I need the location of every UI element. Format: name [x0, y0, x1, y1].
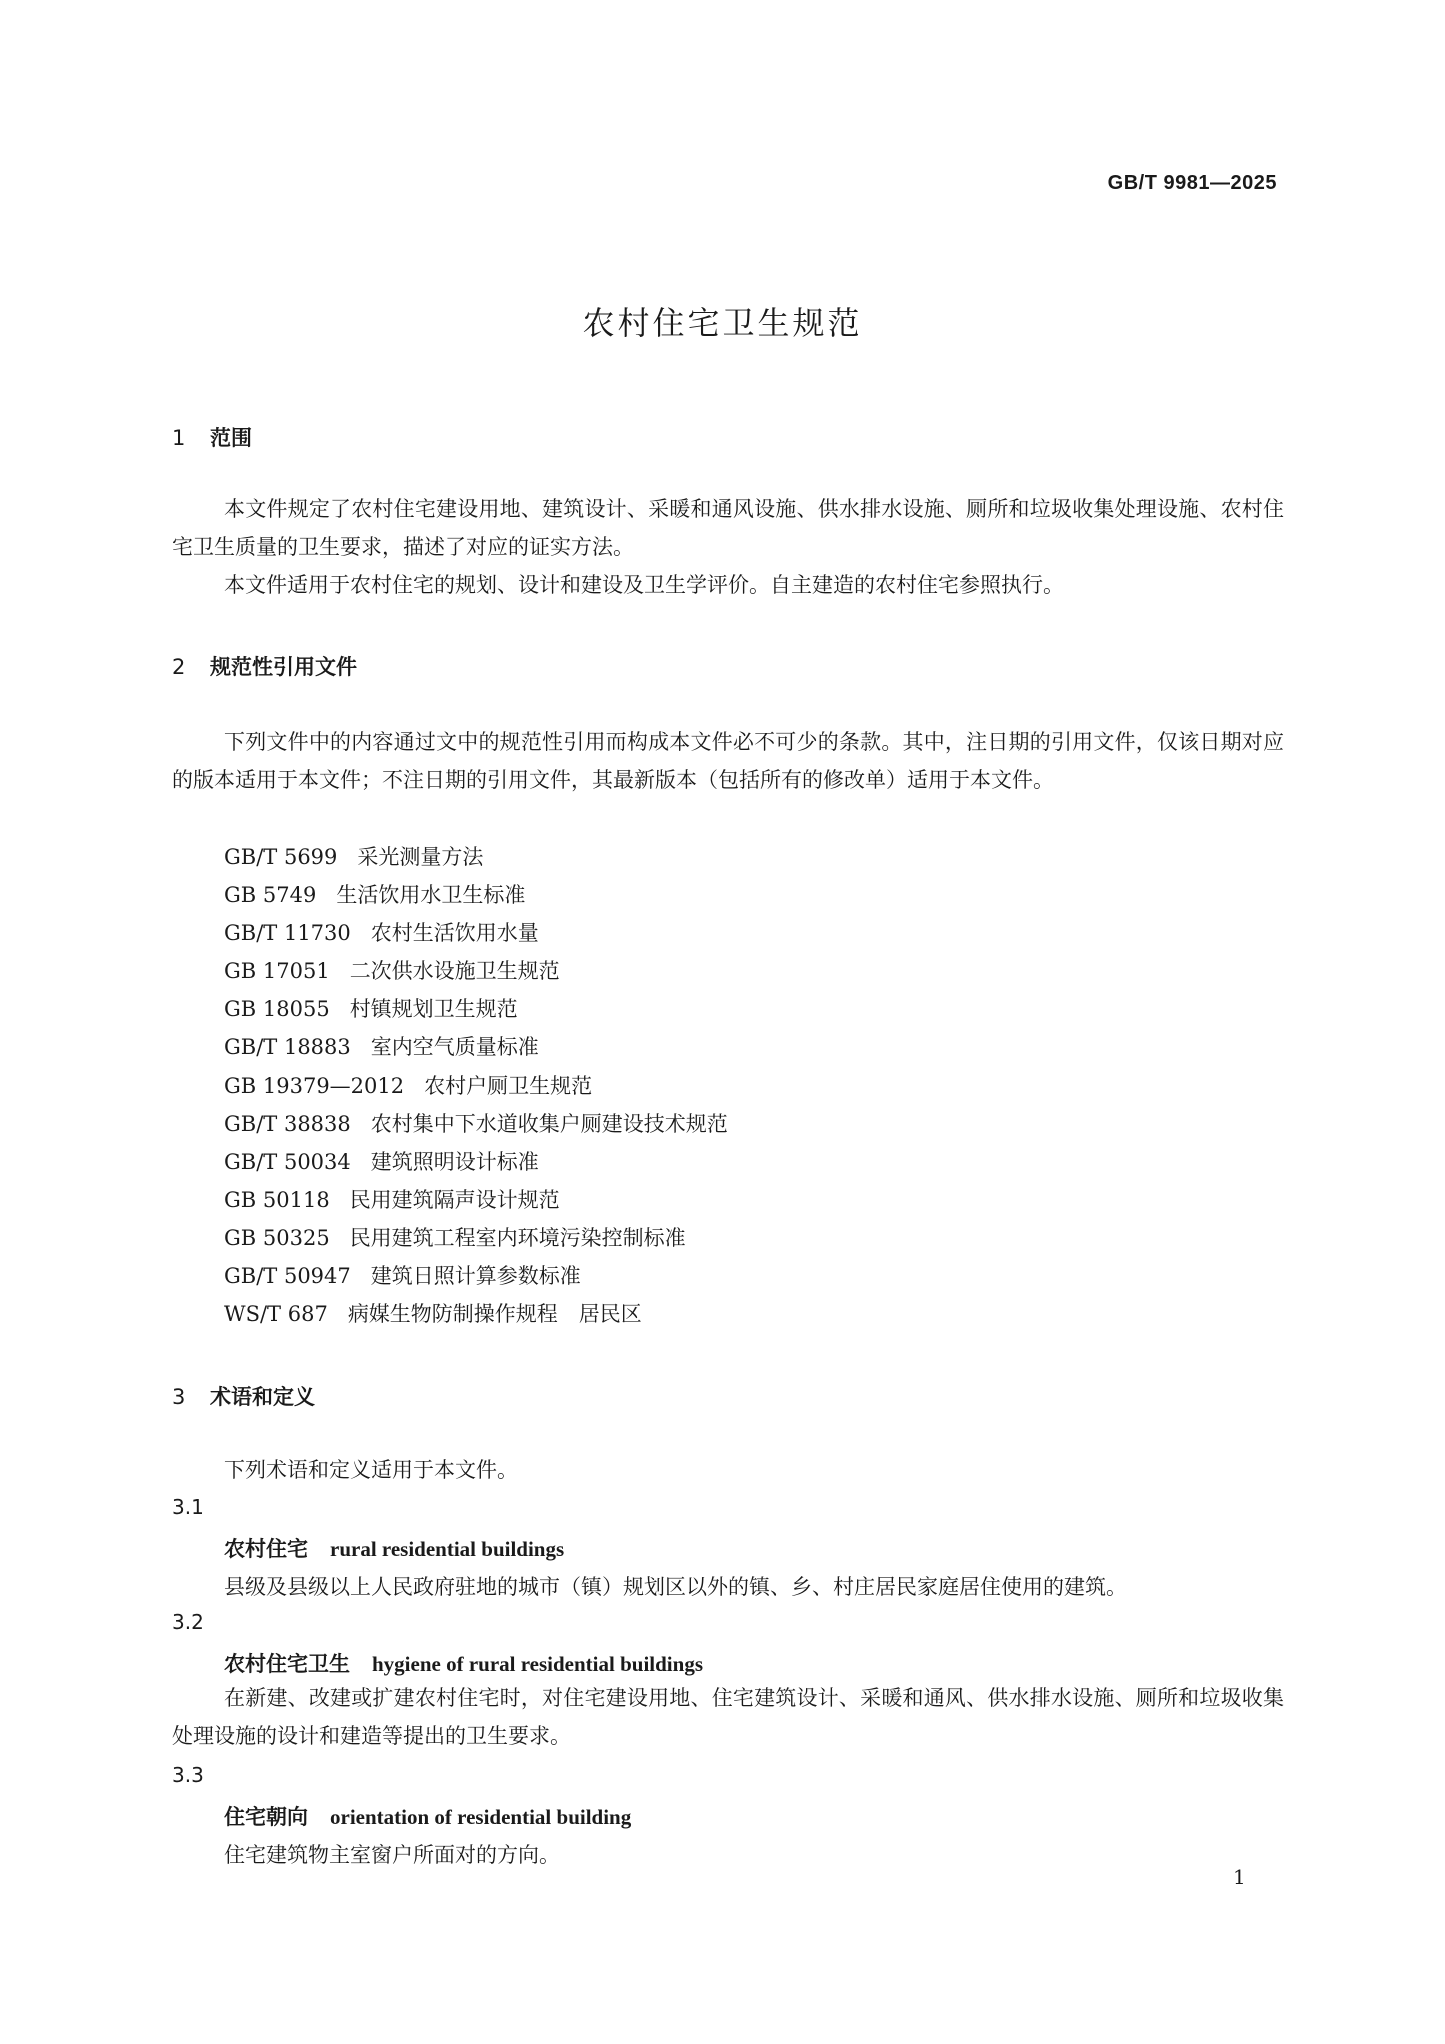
reference-item [224, 1028, 728, 1066]
section-title: 范围 [210, 426, 252, 450]
section-1-paragraph-1: 本文件规定了农村住宅建设用地、建筑设计、采暖和通风设施、供水排水设施、厕所和垃圾收集处理设施、农村住宅卫生质量的卫生要求，描述了对应的证实方法。 [172, 497, 1284, 559]
section-1-heading [172, 422, 252, 452]
term-chinese: 农村住宅 [224, 1537, 308, 1561]
reference-code: GB/T 50947 [224, 1264, 351, 1289]
term-english: rural residential buildings [330, 1537, 565, 1561]
term-3-2-number: 3.2 [172, 1610, 204, 1634]
section-number: 2 [172, 655, 186, 679]
reference-title: 生活饮用水卫生标准 [336, 883, 526, 908]
term-3-1-heading [224, 1533, 564, 1563]
term-3-1-definition: 县级及县级以上人民政府驻地的城市（镇）规划区以外的镇、乡、村庄居民家庭居住使用的建筑。 [224, 1575, 1127, 1599]
reference-code: GB 50118 [224, 1187, 330, 1212]
reference-item [224, 876, 728, 914]
reference-item [224, 838, 728, 876]
reference-item [224, 1105, 728, 1143]
reference-code: GB 18055 [224, 997, 330, 1022]
section-2-intro: 下列文件中的内容通过文中的规范性引用而构成本文件必不可少的条款。其中，注日期的引用文件，仅该日期对应的版本适用于本文件；不注日期的引用文件，其最新版本（包括所有的修改单）适用于本文件。 [172, 730, 1284, 792]
term-3-3-number: 3.3 [172, 1763, 204, 1787]
section-2-heading [172, 651, 357, 681]
reference-title: 建筑日照计算参数标准 [370, 1264, 581, 1289]
reference-title: 村镇规划卫生规范 [349, 997, 518, 1022]
reference-title: 病媒生物防制操作规程 居民区 [347, 1302, 642, 1327]
term-3-3-heading [224, 1801, 631, 1831]
reference-code: WS/T 687 [224, 1302, 328, 1327]
reference-code: GB 50325 [224, 1225, 330, 1250]
reference-item [224, 1257, 728, 1295]
reference-code: GB 5749 [224, 883, 317, 908]
reference-code: GB/T 18883 [224, 1035, 351, 1060]
reference-title: 农村户厕卫生规范 [424, 1073, 593, 1098]
section-number: 3 [172, 1385, 186, 1409]
term-chinese: 住宅朝向 [224, 1805, 308, 1829]
standard-id: GB/T 9981—2025 [1107, 172, 1277, 194]
term-3-2-heading [224, 1648, 703, 1678]
reference-item [224, 1295, 728, 1333]
page-number: 1 [1233, 1865, 1246, 1889]
term-3-1-number: 3.1 [172, 1495, 204, 1519]
section-title: 术语和定义 [210, 1385, 315, 1409]
term-3-3-definition: 住宅建筑物主室窗户所面对的方向。 [224, 1843, 560, 1867]
reference-title: 农村生活饮用水量 [370, 921, 539, 946]
reference-code: GB/T 5699 [224, 845, 338, 869]
term-english: hygiene of rural residential buildings [372, 1652, 703, 1676]
term-3-2-definition: 在新建、改建或扩建农村住宅时，对住宅建设用地、住宅建筑设计、采暖和通风、供水排水设施、厕所和垃圾收集处理设施的设计和建造等提出的卫生要求。 [172, 1686, 1284, 1748]
normative-reference-list [224, 838, 728, 1333]
term-chinese: 农村住宅卫生 [224, 1652, 350, 1676]
reference-code: GB 17051 [224, 959, 330, 984]
term-english: orientation of residential building [330, 1805, 632, 1829]
reference-code: GB 19379—2012 [224, 1073, 405, 1098]
reference-title: 建筑照明设计标准 [370, 1149, 539, 1174]
reference-title: 二次供水设施卫生规范 [349, 959, 560, 984]
reference-code: GB/T 38838 [224, 1111, 351, 1136]
reference-title: 民用建筑隔声设计规范 [349, 1187, 560, 1212]
reference-item [224, 914, 728, 952]
reference-code: GB/T 11730 [224, 921, 351, 946]
document-title: 农村住宅卫生规范 [582, 304, 863, 342]
section-3-heading [172, 1381, 315, 1411]
reference-title: 农村集中下水道收集户厕建设技术规范 [370, 1111, 728, 1136]
reference-title: 民用建筑工程室内环境污染控制标准 [349, 1225, 686, 1250]
reference-item [224, 952, 728, 990]
section-title: 规范性引用文件 [210, 655, 357, 679]
section-3-intro: 下列术语和定义适用于本文件。 [224, 1458, 518, 1482]
reference-item [224, 1219, 728, 1257]
reference-item [224, 1067, 728, 1105]
reference-code: GB/T 50034 [224, 1149, 351, 1174]
section-number: 1 [172, 426, 186, 450]
reference-title: 采光测量方法 [357, 845, 484, 869]
reference-title: 室内空气质量标准 [370, 1035, 539, 1060]
section-1-paragraph-2: 本文件适用于农村住宅的规划、设计和建设及卫生学评价。自主建造的农村住宅参照执行。 [224, 573, 1064, 597]
reference-item [224, 1143, 728, 1181]
reference-item [224, 990, 728, 1028]
reference-item [224, 1181, 728, 1219]
